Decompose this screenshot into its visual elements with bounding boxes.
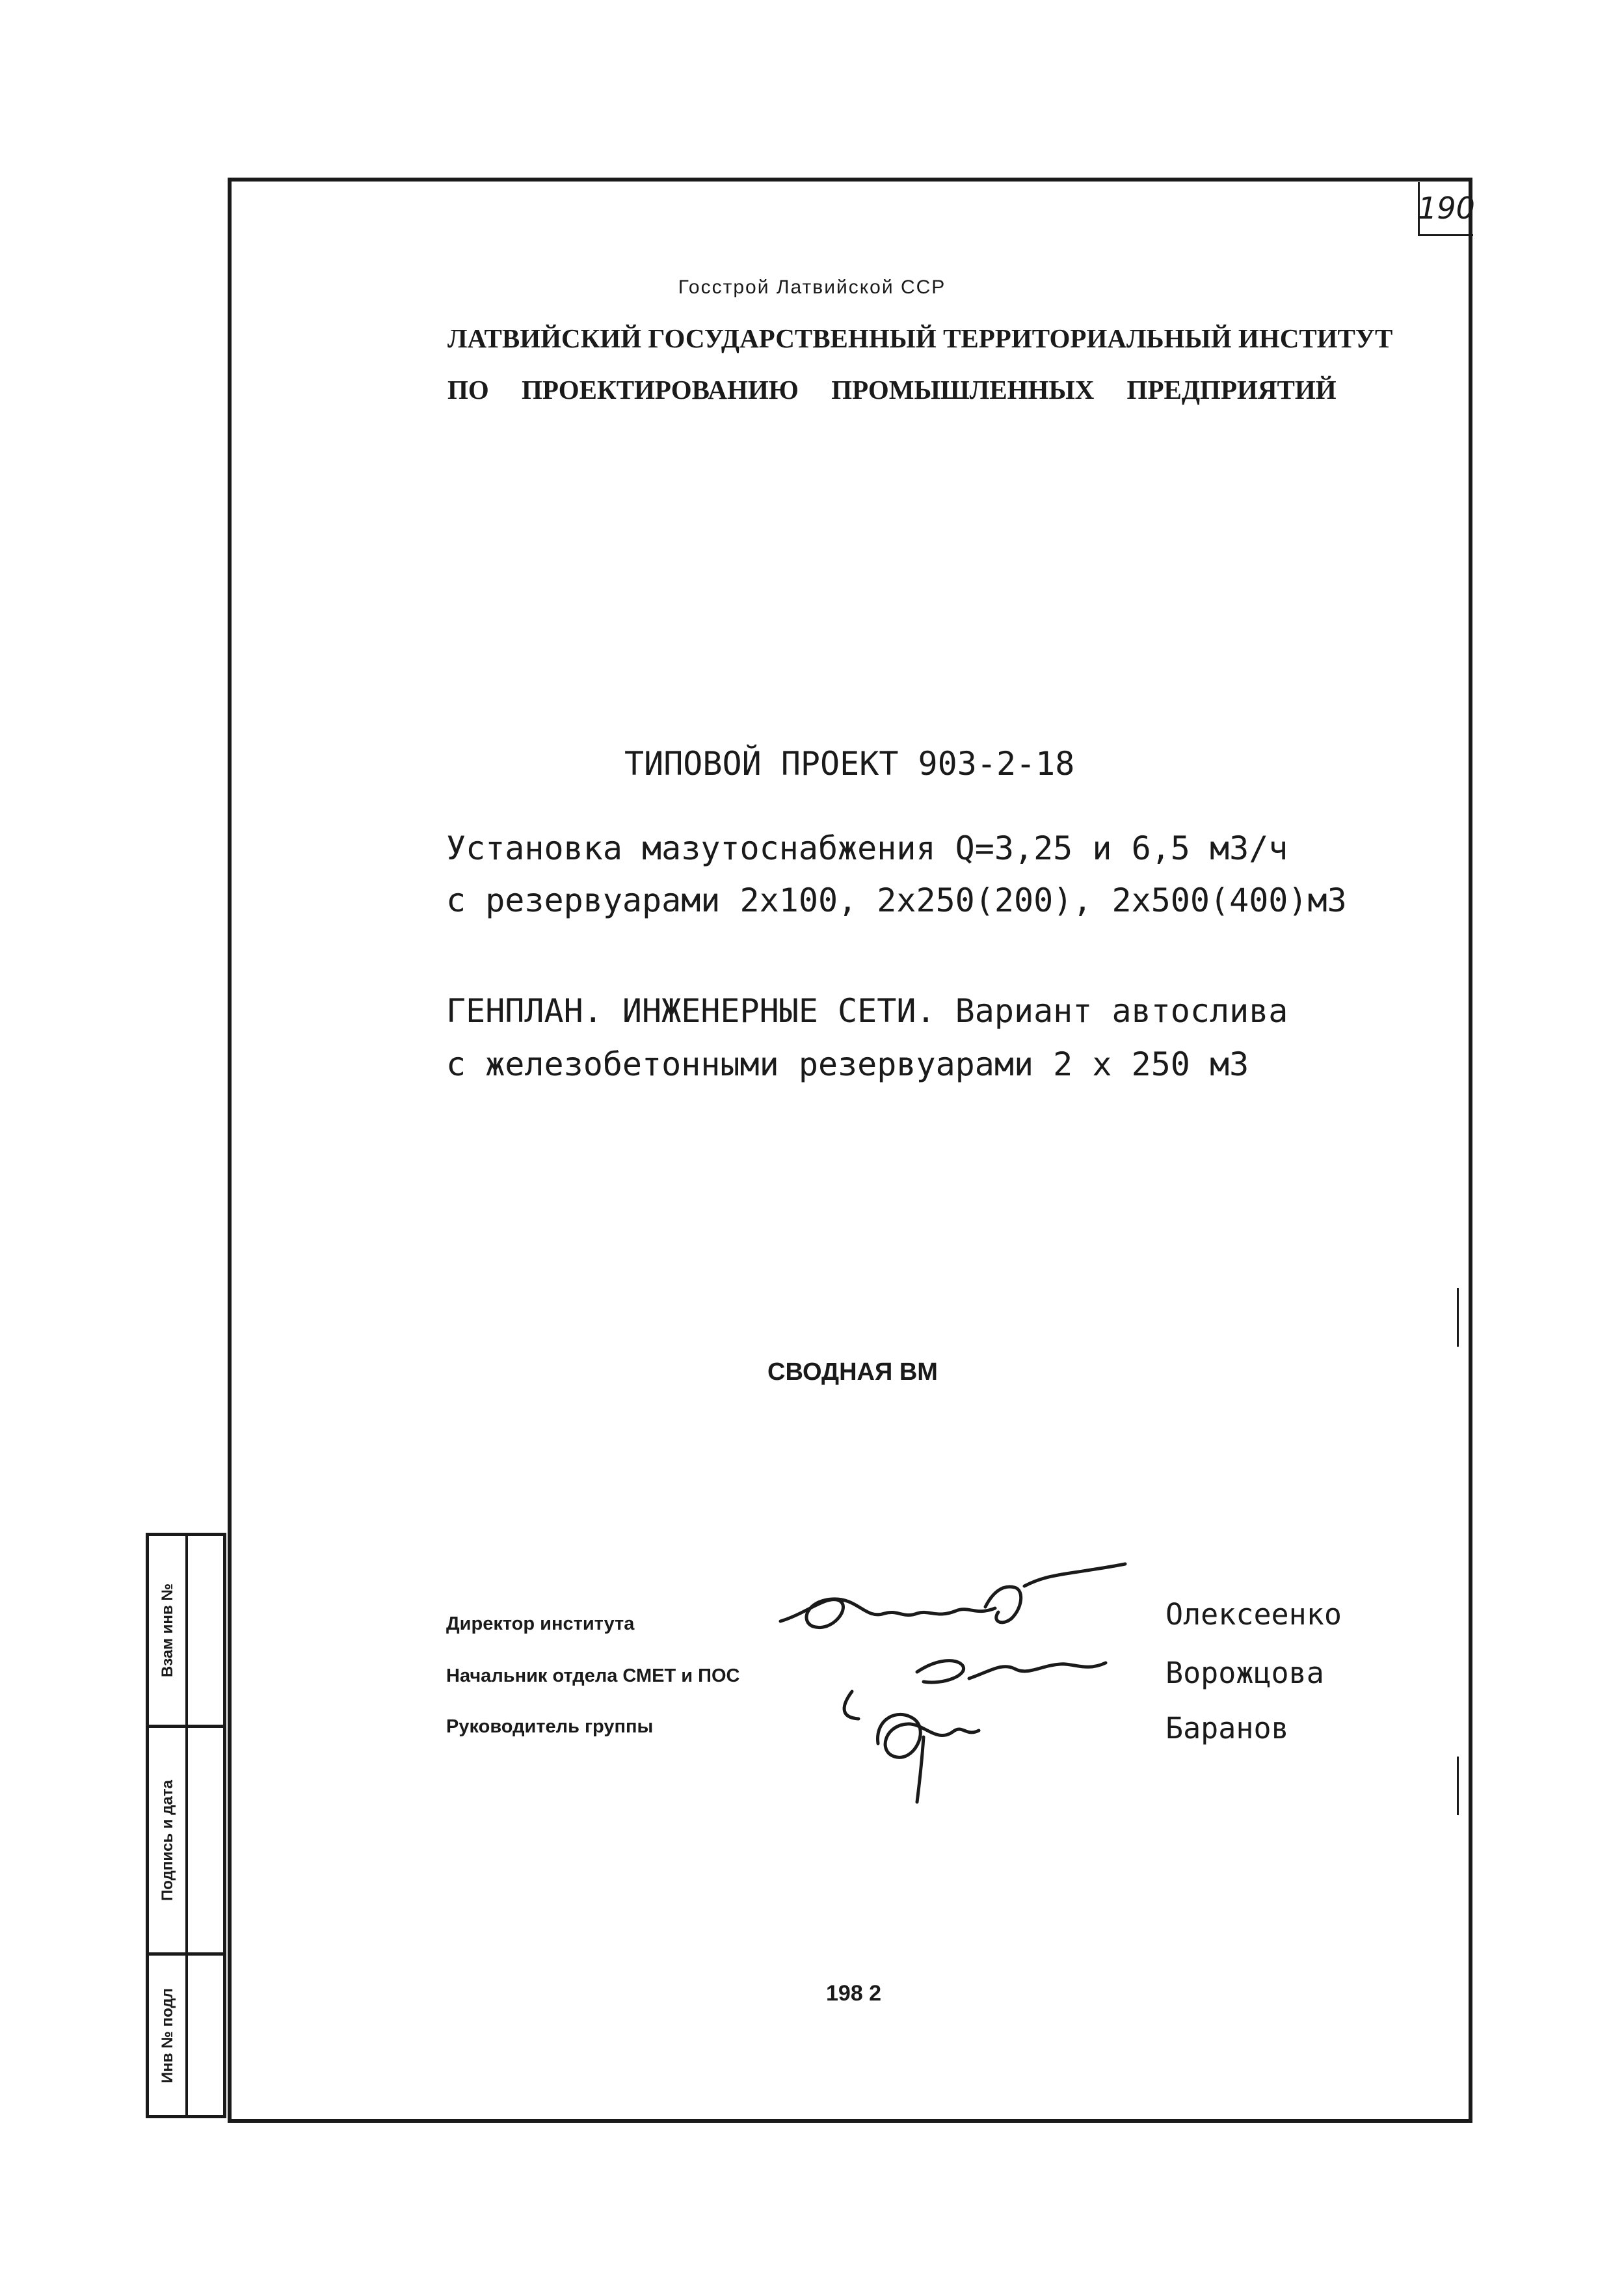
signatory-name-head: Ворожцова: [1165, 1656, 1324, 1690]
handwritten-signatures: [767, 1548, 1132, 1809]
stamp-cell-replacement: [152, 1536, 184, 1725]
scan-edge-mark: [1457, 1288, 1459, 1347]
registration-stamp: [146, 1533, 226, 2118]
institute-name-line1: ЛАТВИЙСКИЙ ГОСУДАРСТВЕННЫЙ ТЕРРИТОРИАЛЬНЫЙ ИНСТИТУТ: [447, 323, 1393, 353]
ministry-name: Госстрой Латвийской ССР: [678, 276, 946, 298]
signatory-name-group-lead: Баранов: [1165, 1711, 1289, 1745]
drawing-frame: [228, 178, 1472, 2123]
signatory-role-head: Начальник отдела СМЕТ и ПОС: [446, 1665, 740, 1686]
stamp-divider: [185, 1536, 188, 2115]
stamp-cell-signature-date: [152, 1728, 184, 1952]
year: 198 2: [826, 1981, 882, 2006]
document-type: СВОДНАЯ ВМ: [767, 1358, 938, 1386]
project-label: ТИПОВОЙ ПРОЕКТ 903-2-18: [624, 745, 1075, 783]
stamp-cell-inventory: [152, 1956, 184, 2115]
sheet-number: 190: [1418, 182, 1473, 236]
signatory-role-group-lead: Руководитель группы: [446, 1716, 654, 1737]
stamp-label-signature-date: Подпись и дата: [159, 1779, 177, 1901]
stamp-label-replacement: Взам инв №: [159, 1583, 177, 1678]
scan-edge-mark: [1457, 1757, 1459, 1815]
project-title-line2: с резервуарами 2х100, 2х250(200), 2х500(400)м3: [446, 882, 1347, 919]
institute-name-line2: ПО ПРОЕКТИРОВАНИЮ ПРОМЫШЛЕННЫХ ПРЕДПРИЯТИЙ: [447, 375, 1337, 405]
stamp-label-inventory: Инв № подл: [159, 1987, 177, 2083]
section-title-line1: ГЕНПЛАН. ИНЖЕНЕРНЫЕ СЕТИ. Вариант автослива: [446, 992, 1288, 1030]
signatory-name-director: Олексеенко: [1165, 1597, 1342, 1632]
section-title-line2: с железобетонными резервуарами 2 х 250 м3: [446, 1045, 1249, 1083]
project-title-line1: Установка мазутоснабжения Q=3,25 и 6,5 м3/ч: [446, 829, 1288, 867]
signatory-role-director: Директор института: [446, 1613, 635, 1634]
